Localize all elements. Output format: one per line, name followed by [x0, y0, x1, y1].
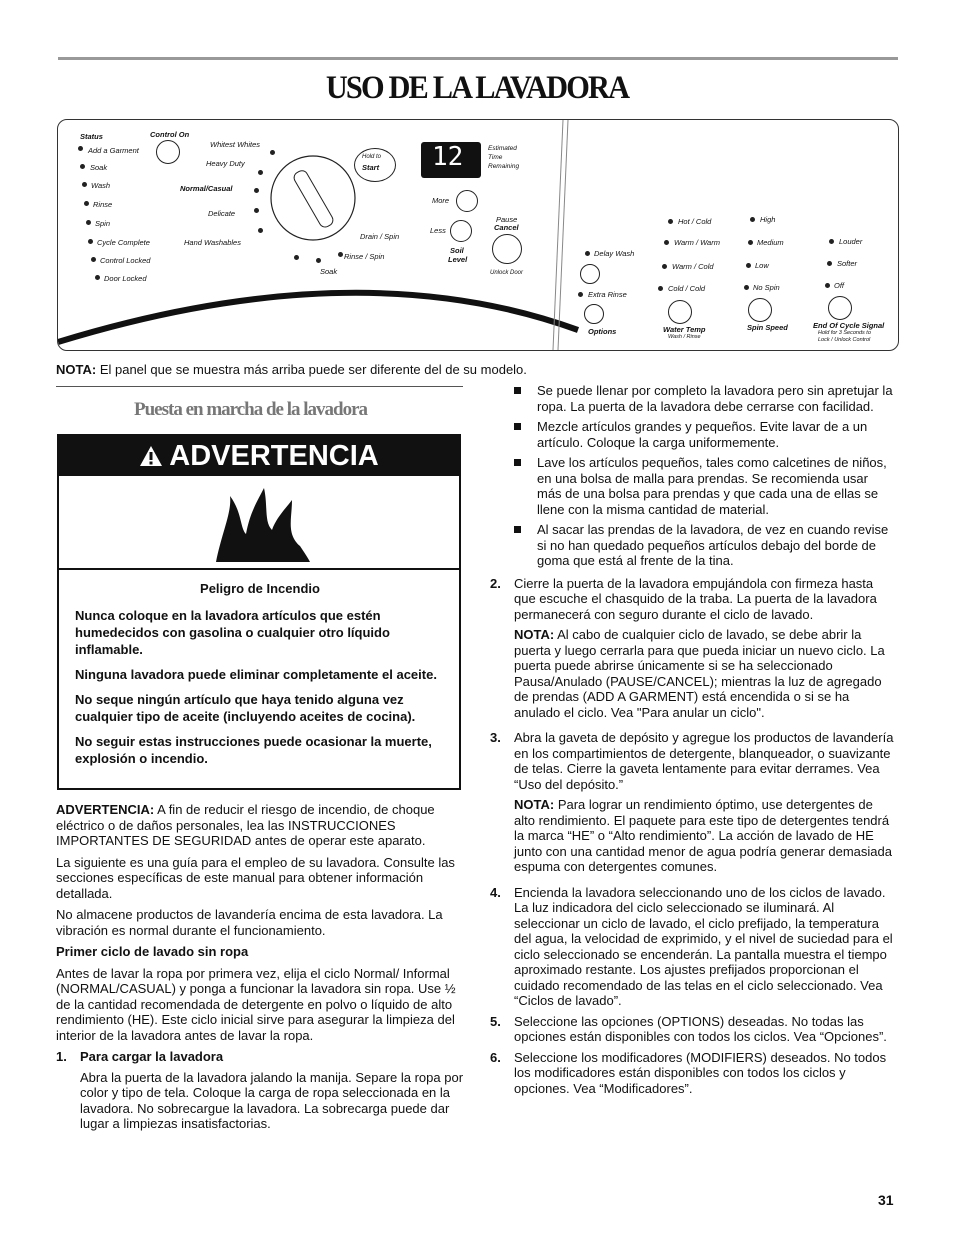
- warning-title: Peligro de Incendio: [200, 581, 320, 596]
- status-item: Spin: [95, 219, 111, 228]
- extra-rinse-button[interactable]: [584, 304, 604, 324]
- paragraph: La siguiente es una guía para el empleo de su lavadora. Consulte las secciones específicas de este manual para obtener información detallada.: [56, 854, 455, 901]
- less-label: Less: [430, 226, 446, 235]
- paragraph: Antes de lavar la ropa por primera vez, elija el ciclo Normal/ Informal (NORMAL/CASUAL) y ponga a funcionar la lavadora sin ropa. Use ½ de la cantidad recomendada de detergente en polvo o líquido de alto rendimiento (HE). Este ciclo inicial sirve para asegurar la limpieza del interior de la lavadora antes de lavar la ropa.: [56, 965, 456, 1043]
- warning-triangle-icon: [139, 445, 163, 467]
- spin-item: Medium: [757, 238, 784, 247]
- step-6: 6. Seleccione los modificadores (MODIFIERS) deseados. No todos los modificadores están disponibles con todos los ciclos y opciones. Vea “Modificadores”.: [490, 1049, 887, 1096]
- spin-speed-label: Spin Speed: [747, 323, 788, 332]
- more-label: More: [432, 196, 450, 205]
- time-label: Time: [488, 154, 503, 161]
- options-label: Options: [588, 327, 617, 336]
- control-on-button[interactable]: [156, 140, 180, 164]
- control-on-label: Control On: [150, 130, 190, 139]
- eoc-sublabel: Lock / Unlock Control: [818, 337, 871, 343]
- status-item: Cycle Complete: [97, 238, 150, 247]
- spin-item: Low: [755, 261, 769, 270]
- option-item: Extra Rinse: [588, 290, 627, 299]
- start-label: Start: [362, 163, 380, 172]
- right-column: [490, 383, 896, 1096]
- status-item: Door Locked: [104, 274, 147, 283]
- water-temp-button[interactable]: [668, 300, 692, 324]
- panel-note: NOTA: El panel que se muestra más arriba puede ser diferente del de su modelo.: [56, 362, 527, 377]
- top-rule: [58, 57, 898, 60]
- water-item: Warm / Warm: [674, 238, 720, 247]
- eoc-item: Louder: [839, 237, 863, 246]
- status-label: Status: [80, 132, 103, 141]
- cycle-label: Soak: [320, 267, 338, 276]
- cycle-label: Whitest Whites: [210, 140, 261, 149]
- warning-text: [75, 580, 445, 775]
- warning-line: No seque ningún artículo que haya tenido alguna vez cualquier tipo de aceite (incluyendo aceites de cocina).: [75, 692, 416, 724]
- warning-header: ADVERTENCIA: [59, 436, 459, 476]
- step-title: Para cargar la lavadora: [80, 1049, 224, 1064]
- heading-first-cycle: Primer ciclo de lavado sin ropa: [56, 944, 249, 959]
- warning-line: No seguir estas instrucciones puede ocasionar la muerte, explosión o incendio.: [75, 734, 432, 766]
- step-2: 2. Cierre la puerta de la lavadora empujándola con firmeza hasta que escuche el chasquido de la traba. La puerta de la lavadora permanecerá con seguro durante el ciclo de lavado. NOTA: Al cabo de cualquier ciclo de lavado, se debe abrir la puerta y luego cerrarla para que pueda iniciar un nuevo ciclo. La puerta puede abrirse únicamente si se ha seleccionado Pausa/Anulado (PAUSE/CANCEL); mientras la luz de agregado de prendas (ADD A GARMENT) está encendida o si se ha anulado el ciclo. Vea "Para anular un ciclo".: [490, 575, 885, 720]
- step-number: 1.: [56, 1049, 67, 1064]
- paragraph: No almacene productos de lavandería encima de esta lavadora. La vibración es normal durante el funcionamiento.: [56, 907, 443, 938]
- step-4: 4. Encienda la lavadora seleccionando uno de los ciclos de lavado. La luz indicadora del ciclo seleccionado se iluminará. Al seleccionar un ciclo de lavado, el ciclo prefijado, la temperatura del agua, la velocidad de exprimido, y el nivel de suciedad para el ciclo seleccionado se encenderán. La pantalla muestra el tiempo aproximado restante. Los ajustes prefijados proporcionan el cuidado recomendado de las telas en el ciclo seleccionado. Vea “Ciclos de lavado”.: [490, 884, 893, 1008]
- bullet-item: Al sacar las prendas de la lavadora, de vez en cuando revise si no han quedado pequeños artículos debajo del borde de goma que está al frente de la tina.: [490, 522, 896, 569]
- soil-more-button[interactable]: [456, 190, 478, 212]
- spin-item: High: [760, 215, 776, 224]
- status-item: Wash: [91, 181, 111, 190]
- advertencia-paragraph: ADVERTENCIA: A fin de reducir el riesgo de incendio, de choque eléctrico o de daños personales, lea las INSTRUCCIONES IMPORTANTES DE SEGURIDAD antes de operar este aparato.: [56, 802, 435, 848]
- water-temp-label: Water Temp: [663, 325, 706, 334]
- spin-speed-button[interactable]: [748, 298, 772, 322]
- end-of-cycle-button[interactable]: [828, 296, 852, 320]
- level-label: Level: [448, 255, 468, 264]
- panel-curves: [58, 120, 898, 350]
- bullet-item: Lave los artículos pequeños, tales como calcetines de niños, en una bolsa de malla para prendas. Se recomienda usar más de una bolsa para prendas y que cada una de ellas se llene con la misma cantidad de material.: [490, 455, 896, 517]
- eoc-label: End Of Cycle Signal: [813, 321, 885, 330]
- warning-box: [57, 434, 461, 790]
- fire-hazard-area: [59, 476, 459, 570]
- bullet-item: Mezcle artículos grandes y pequeños. Evite lavar de a un artículo. Coloque la carga uniformemente.: [490, 419, 896, 450]
- status-item: Rinse: [93, 200, 113, 209]
- status-item: Control Locked: [100, 256, 151, 265]
- step-5: 5. Seleccione las opciones (OPTIONS) deseadas. No todas las opciones están disponibles con todos los ciclos. Vea “Opciones”.: [490, 1013, 887, 1044]
- left-column: [56, 802, 464, 1132]
- water-item: Warm / Cold: [672, 262, 714, 271]
- cycle-label: Rinse / Spin: [344, 252, 385, 261]
- spin-item: No Spin: [753, 283, 780, 292]
- time-display: 12: [432, 142, 464, 172]
- unlock-door-label: Unlock Door: [490, 270, 524, 276]
- section-subheading: Puesta en marcha de la lavadora: [134, 399, 368, 420]
- pause-label: Pause: [496, 215, 518, 224]
- eoc-item: Softer: [837, 259, 858, 268]
- soil-label: Soil: [450, 246, 464, 255]
- status-item: Add a Garment: [88, 146, 139, 155]
- warning-line: Nunca coloque en la lavadora artículos que estén humedecidos con gasolina o cualquier otro líquido inflamable.: [75, 608, 390, 657]
- estimated-label: Estimated: [488, 145, 517, 152]
- page-title: USO DE LA LAVADORA: [325, 70, 629, 106]
- step-1: [56, 1049, 464, 1132]
- hold-to-label: Hold to: [362, 154, 382, 160]
- cycle-label: Hand Washables: [184, 238, 241, 247]
- water-item: Cold / Cold: [668, 284, 706, 293]
- cycle-label: Heavy Duty: [206, 159, 245, 168]
- remaining-label: Remaining: [488, 163, 520, 170]
- cycle-label: Delicate: [208, 209, 236, 218]
- step-text: Abra la puerta de la lavadora jalando la manija. Separe la ropa por color y tipo de tela. Coloque la carga de ropa seleccionada en la lavadora. No sobrecargue la lavadora. La sobrecarga puede dar lugar a limpiezas insatisfactorias.: [80, 1069, 464, 1131]
- water-item: Hot / Cold: [678, 217, 712, 226]
- water-temp-sublabel: Wash / Rinse: [668, 334, 701, 340]
- soil-less-button[interactable]: [450, 220, 472, 242]
- fire-icon: [212, 482, 312, 566]
- eoc-item: Off: [834, 281, 845, 290]
- step-3: 3. Abra la gaveta de depósito y agregue los productos de lavandería en los compartimientos de detergente, blanqueador, o suavizante de telas. Cierre la gaveta lentamente para evitar derrames. Vea “Uso del depósito.” NOTA: Para lograr un rendimiento óptimo, use detergentes de alto rendimiento. El paquete para este tipo de detergentes tendrá la marca “HE” o “Alto rendimiento”. La acción de lavado de HE junto con una cantidad menor de agua podría generar demasiada espuma con detergentes comunes.: [490, 730, 894, 874]
- control-panel-illustration: [57, 119, 899, 351]
- cycle-label: Drain / Spin: [360, 232, 400, 241]
- warning-line: Ninguna lavadora puede eliminar completamente el aceite.: [75, 667, 437, 682]
- option-item: Delay Wash: [594, 249, 635, 258]
- section-rule: [56, 386, 463, 387]
- cycle-label: Normal/Casual: [180, 184, 233, 193]
- pause-cancel-button[interactable]: [492, 234, 522, 264]
- page-number: 31: [878, 1192, 894, 1208]
- eoc-sublabel: Hold for 3 Seconds to: [818, 330, 871, 336]
- bullet-item: Se puede llenar por completo la lavadora pero sin apretujar la ropa. La puerta de la lavadora debe cerrarse con facilidad.: [490, 383, 896, 414]
- delay-wash-button[interactable]: [580, 264, 600, 284]
- cancel-label: Cancel: [494, 223, 519, 232]
- status-item: Soak: [90, 163, 108, 172]
